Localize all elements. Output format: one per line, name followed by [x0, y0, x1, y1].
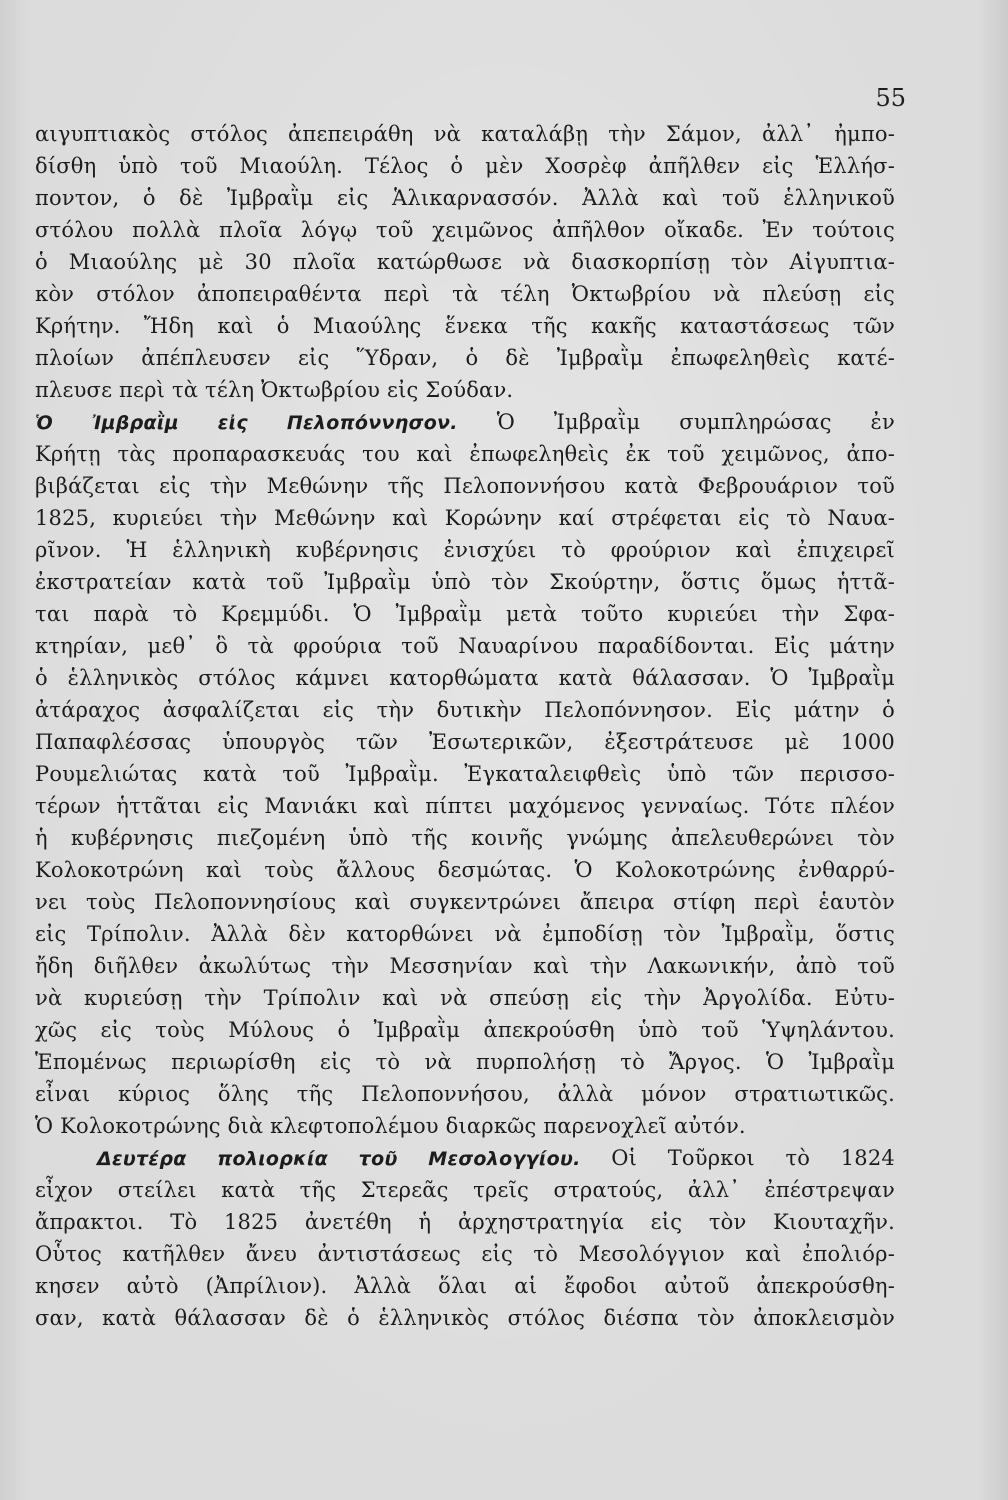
text-line: σαν, κατὰ θάλασσαν δὲ ὁ ἑλληνικὸς στόλος διέσπα τὸν ἀποκλεισμὸν	[35, 1306, 895, 1330]
text-line: χῶς εἰς τοὺς Μύλους ὁ Ἰμβραῒμ ἀπεκρούσθη ὑπὸ τοῦ Ὑψηλάντου.	[35, 1018, 895, 1042]
text-line: στόλου πολλὰ πλοῖα λόγῳ τοῦ χειμῶνος ἀπῆλθον οἴκαδε. Ἐν τούτοις	[35, 218, 895, 242]
text-line: βιβάζεται εἰς τὴν Μεθώνην τῆς Πελοποννήσου κατὰ Φεβρουάριον τοῦ	[35, 474, 895, 498]
text-line: Ἑπομένως περιωρίσθη εἰς τὸ νὰ πυρπολήσῃ τὸ Ἄργος. Ὁ Ἰμβραῒμ	[35, 1050, 895, 1074]
section-heading-mesolongi: Δευτέρα πολιορκία τοῦ Μεσολογγίου.	[97, 1148, 581, 1170]
text-line: ρῖνον. Ἡ ἑλληνικὴ κυβέρνησις ἐνισχύει τὸ φρούριον καὶ ἐπιχειρεῖ	[35, 538, 895, 562]
text-line: Ρουμελιώτας κατὰ τοῦ Ἰμβραῒμ. Ἐγκαταλειφθεὶς ὑπὸ τῶν περισσο-	[35, 762, 895, 786]
text-line: Ὁ Κολοκοτρώνης διὰ κλεφτοπολέμου διαρκῶς παρενοχλεῖ αὐτόν.	[35, 1114, 746, 1138]
text-line: κησεν αὐτὸ (Ἀπρίλιον). Ἀλλὰ ὅλαι αἱ ἔφοδοι αὐτοῦ ἀπεκρούσθη-	[35, 1274, 895, 1298]
text-line: ἡ κυβέρνησις πιεζομένη ὑπὸ τῆς κοινῆς γνώμης ἀπελευθερώνει τὸν	[35, 826, 895, 850]
text-line: πλοίων ἀπέπλευσεν εἰς Ὕδραν, ὁ δὲ Ἰμβραῒμ ἐπωφεληθεὶς κατέ-	[35, 346, 895, 370]
text-line: Παπαφλέσσας ὑπουργὸς τῶν Ἐσωτερικῶν, ἐξεστράτευσε μὲ 1000	[35, 730, 895, 754]
section-first-line-text: Ὁ Ἰμβραῒμ συμπληρώσας ἐν	[496, 410, 895, 434]
section-first-line	[35, 406, 895, 438]
text-line: ὁ Μιαούλης μὲ 30 πλοῖα κατώρθωσε νὰ διασκορπίσῃ τὸν Αἰγυπτια-	[35, 250, 895, 274]
text-line: τέρων ἡττᾶται εἰς Μανιάκι καὶ πίπτει μαχόμενος γενναίως. Τότε πλέον	[35, 794, 895, 818]
section-first-line	[35, 1142, 895, 1174]
text-line: ἀτάραχος ἀσφαλίζεται εἰς τὴν δυτικὴν Πελοπόννησον. Εἰς μάτην ὁ	[35, 698, 895, 722]
text-line: ἤδη διῆλθεν ἀκωλύτως τὴν Μεσσηνίαν καὶ τὴν Λακωνικήν, ἀπὸ τοῦ	[35, 954, 895, 978]
text-line: Κρήτῃ τὰς προπαρασκευάς του καὶ ἐπωφεληθεὶς ἐκ τοῦ χειμῶνος, ἀπο-	[35, 442, 895, 466]
text-line: αιγυπτιακὸς στόλος ἀπεπειράθη νὰ καταλάβῃ τὴν Σάμον, ἀλλ᾽ ἠμπο-	[35, 122, 895, 146]
section-heading-ibrahim: Ὁ Ἰμβραῒμ εἰς Πελοπόννησον.	[35, 412, 458, 434]
text-line: εἰς Τρίπολιν. Ἀλλὰ δὲν κατορθώνει νὰ ἐμποδίσῃ τὸν Ἰμβραῒμ, ὅστις	[35, 922, 895, 946]
page-number: 55	[875, 84, 906, 112]
text-line: δίσθη ὑπὸ τοῦ Μιαούλη. Τέλος ὁ μὲν Χοσρὲφ ἀπῆλθεν εἰς Ἑλλήσ-	[35, 154, 895, 178]
text-line: ποντον, ὁ δὲ Ἰμβραῒμ εἰς Ἁλικαρνασσόν. Ἀλλὰ καὶ τοῦ ἑλληνικοῦ	[35, 186, 895, 210]
text-line: εἶχον στείλει κατὰ τῆς Στερεᾶς τρεῖς στρατούς, ἀλλ᾽ ἐπέστρεψαν	[35, 1178, 895, 1202]
text-line: εἶναι κύριος ὅλης τῆς Πελοποννήσου, ἀλλὰ μόνον στρατιωτικῶς.	[35, 1082, 895, 1106]
text-line: κτηρίαν, μεθ᾽ ὃ τὰ φρούρια τοῦ Ναυαρίνου παραδίδονται. Εἰς μάτην	[35, 634, 895, 658]
text-line: Κρήτην. Ἤδη καὶ ὁ Μιαούλης ἕνεκα τῆς κακῆς καταστάσεως τῶν	[35, 314, 895, 338]
text-line: κὸν στόλον ἀποπειραθέντα περὶ τὰ τέλη Ὀκτωβρίου νὰ πλεύσῃ εἰς	[35, 282, 895, 306]
text-line: πλευσε περὶ τὰ τέλη Ὀκτωβρίου εἰς Σούδαν.	[35, 378, 514, 402]
text-line: ἄπρακτοι. Τὸ 1825 ἀνετέθη ἡ ἀρχηστρατηγία εἰς τὸν Κιουταχῆν.	[35, 1210, 895, 1234]
body-text	[35, 118, 895, 1334]
text-line: Οὗτος κατῆλθεν ἄνευ ἀντιστάσεως εἰς τὸ Μεσολόγγιον καὶ ἐπολιόρ-	[35, 1242, 895, 1266]
text-line: νει τοὺς Πελοποννησίους καὶ συγκεντρώνει ἄπειρα στίφη περὶ ἑαυτὸν	[35, 890, 895, 914]
section-first-line-text: Οἱ Τοῦρκοι τὸ 1824	[611, 1146, 895, 1170]
text-line: ὁ ἑλληνικὸς στόλος κάμνει κατορθώματα κατὰ θάλασσαν. Ὁ Ἰμβραῒμ	[35, 666, 895, 690]
text-line: 1825, κυριεύει τὴν Μεθώνην καὶ Κορώνην καί στρέφεται εἰς τὸ Ναυα-	[35, 506, 895, 530]
text-line: Κολοκοτρώνη καὶ τοὺς ἄλλους δεσμώτας. Ὁ Κολοκοτρώνης ἐνθαρρύ-	[35, 858, 895, 882]
text-line: ται παρὰ τὸ Κρεμμύδι. Ὁ Ἰμβραῒμ μετὰ τοῦτο κυριεύει τὴν Σφα-	[35, 602, 895, 626]
text-line: νὰ κυριεύσῃ τὴν Τρίπολιν καὶ νὰ σπεύσῃ εἰς τὴν Ἀργολίδα. Εὐτυ-	[35, 986, 895, 1010]
text-line: ἐκστρατείαν κατὰ τοῦ Ἰμβραῒμ ὑπὸ τὸν Σκούρτην, ὅστις ὅμως ἡττᾶ-	[35, 570, 895, 594]
